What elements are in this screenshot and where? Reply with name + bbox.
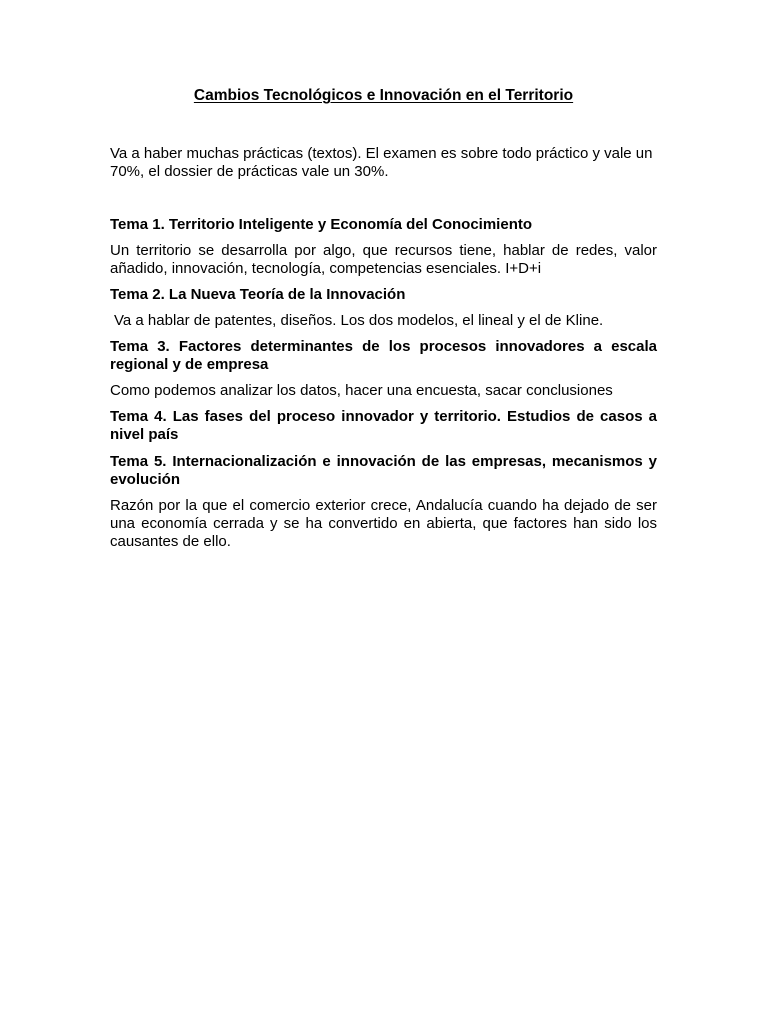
topic-description: Razón por la que el comercio exterior crece, Andalucía cuando ha dejado de ser una economía cerrada y se ha convertido en abierta, que factores han sido los causantes de ello. — [110, 497, 657, 550]
topic-2 — [110, 286, 657, 330]
topic-3 — [110, 338, 657, 400]
topic-heading: Tema 4. Las fases del proceso innovador y territorio. Estudios de casos a nivel país — [110, 408, 657, 443]
topic-description: Un territorio se desarrolla por algo, que recursos tiene, hablar de redes, valor añadido, innovación, tecnología, competencias esenciales. I+D+i — [110, 242, 657, 277]
topic-heading: Tema 3. Factores determinantes de los procesos innovadores a escala regional y de empresa — [110, 338, 657, 373]
topic-heading: Tema 2. La Nueva Teoría de la Innovación — [110, 286, 406, 303]
topic-4 — [110, 408, 657, 444]
topic-heading: Tema 1. Territorio Inteligente y Economía del Conocimiento — [110, 216, 533, 233]
topic-heading: Tema 5. Internacionalización e innovación de las empresas, mecanismos y evolución — [110, 453, 657, 488]
document-title: Cambios Tecnológicos e Innovación en el Territorio — [193, 87, 574, 104]
topic-description: Va a hablar de patentes, diseños. Los dos modelos, el lineal y el de Kline. — [114, 312, 604, 329]
intro-paragraph: Va a haber muchas prácticas (textos). El examen es sobre todo práctico y vale un 70%, el dossier de prácticas vale un 30%. — [110, 145, 653, 180]
topic-description: Como podemos analizar los datos, hacer una encuesta, sacar conclusiones — [110, 382, 613, 399]
topics-list — [110, 216, 657, 551]
topic-5 — [110, 453, 657, 551]
topic-1 — [110, 216, 657, 278]
